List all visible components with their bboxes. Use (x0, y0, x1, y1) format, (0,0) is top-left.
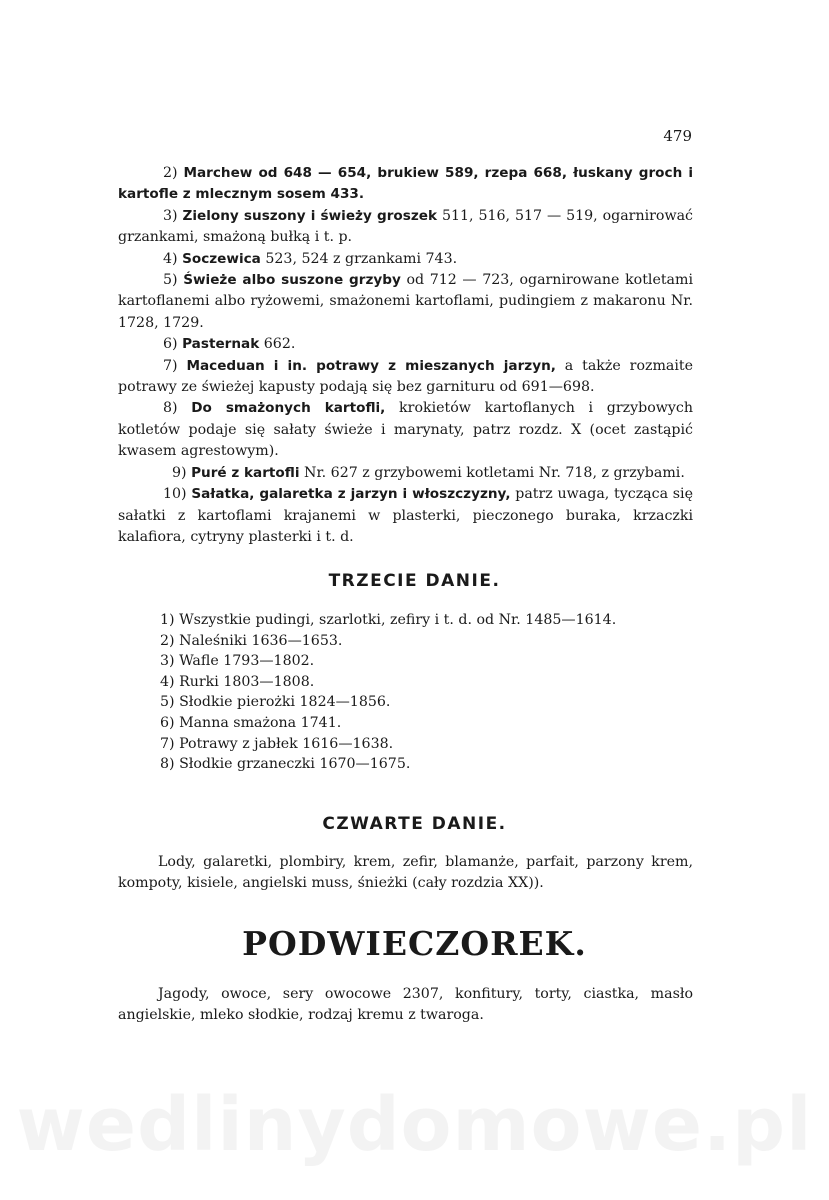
list-item: 2) Naleśniki 1636—1653. (160, 632, 343, 649)
item-number: 8) (163, 400, 178, 417)
afternoon-tea-text: Jagody, owoce, sery owocowe 2307, konfitury, torty, ciastka, masło angielskie, mleko słodkie, rodzaj kremu z twaroga. (118, 986, 693, 1024)
page-number: 479 (663, 127, 692, 145)
item-title: Soczewica (182, 250, 261, 267)
item-text: Nr. 627 z grzybowemi kotletami Nr. 718, z grzybami. (299, 464, 685, 481)
item-number: 10) (163, 486, 187, 503)
item-title: Pasternak (182, 336, 260, 353)
list-item (118, 249, 693, 270)
list-item (118, 334, 693, 355)
list-item: 8) Słodkie grzaneczki 1670—1675. (160, 756, 411, 773)
fourth-course-text: Lody, galaretki, plombiry, krem, zefir, blamanże, parfait, parzony krem, kompoty, kisiele, angielski muss, śnieżki (cały rozdzia XX)). (118, 854, 693, 892)
item-title: Marchew od 648 — 654, brukiew 589, rzepa 668, łuskany groch i kartofle z mlecznym sosem 433. (118, 165, 694, 203)
item-title: Do smażonych kartofli, (191, 400, 386, 417)
list-item (118, 398, 693, 462)
list-item (118, 270, 693, 334)
afternoon-tea-heading: PODWIECZOREK. (242, 924, 587, 963)
list-item (118, 356, 693, 399)
watermark: wedlinydomowe.pl (16, 1082, 813, 1168)
fourth-course-heading: CZWARTE DANIE. (322, 814, 507, 834)
item-number: 5) (163, 272, 178, 289)
list-item: 5) Słodkie pierożki 1824—1856. (160, 694, 391, 711)
item-title: Zielony suszony i świeży groszek (182, 207, 438, 224)
list-item: 3) Wafle 1793—1802. (160, 653, 315, 670)
item-text: od 712 — 723, ogarnirowane kotletami kartoflanemi albo ryżowemi, smażonemi kartoflami, pudingiem z makaronu Nr. 1728, 1729. (118, 272, 693, 331)
list-item (118, 484, 693, 548)
item-title: Świeże albo suszone grzyby (183, 272, 401, 289)
item-text: a także rozmaite potrawy ze świeżej kapusty podają się bez garnituru od 691—698. (118, 357, 694, 396)
item-number: 4) (163, 250, 178, 267)
item-text: patrz uwaga, tycząca się sałatki z kartoflami krajanemi w plasterki, pieczonego buraka, krzaczki kalafiora, cytryny plasterki i t. d. (118, 486, 693, 545)
list-item: 4) Rurki 1803—1808. (160, 673, 315, 690)
list-item: 7) Potrawy z jabłek 1616—1638. (160, 735, 394, 752)
list-item (118, 463, 693, 484)
item-number: 3) (163, 207, 178, 224)
item-title: Sałatka, galaretka z jarzyn i włoszczyzny, (191, 486, 511, 503)
item-title: Puré z kartofli (191, 464, 300, 481)
item-text: 523, 524 z grzankami 743. (260, 250, 458, 267)
third-course-list (160, 610, 616, 775)
item-number: 9) (172, 464, 187, 481)
third-course-heading: TRZECIE DANIE. (328, 571, 501, 591)
item-text: 662. (259, 336, 296, 353)
list-item: 1) Wszystkie pudingi, szarlotki, zefiry i t. d. od Nr. 1485—1614. (160, 612, 617, 628)
item-text: krokietów kartoflanych i grzybowych kotletów podaje się sałaty świeże i marynaty, patrz rozdz. X (ocet zastąpić kwasem agrestowym). (118, 400, 693, 460)
list-item: 6) Manna smażona 1741. (160, 714, 342, 731)
item-number: 6) (163, 336, 178, 353)
item-number: 2) (163, 165, 178, 181)
item-title: Maceduan i in. potrawy z mieszanych jarzyn, (186, 357, 556, 374)
vegetable-garnish-list (118, 163, 693, 548)
item-text: 511, 516, 517 — 519, ogarnirować grzankami, smażoną bułką i t. p. (118, 207, 694, 246)
list-item (118, 206, 693, 249)
list-item (118, 163, 693, 206)
item-number: 7) (163, 357, 178, 374)
